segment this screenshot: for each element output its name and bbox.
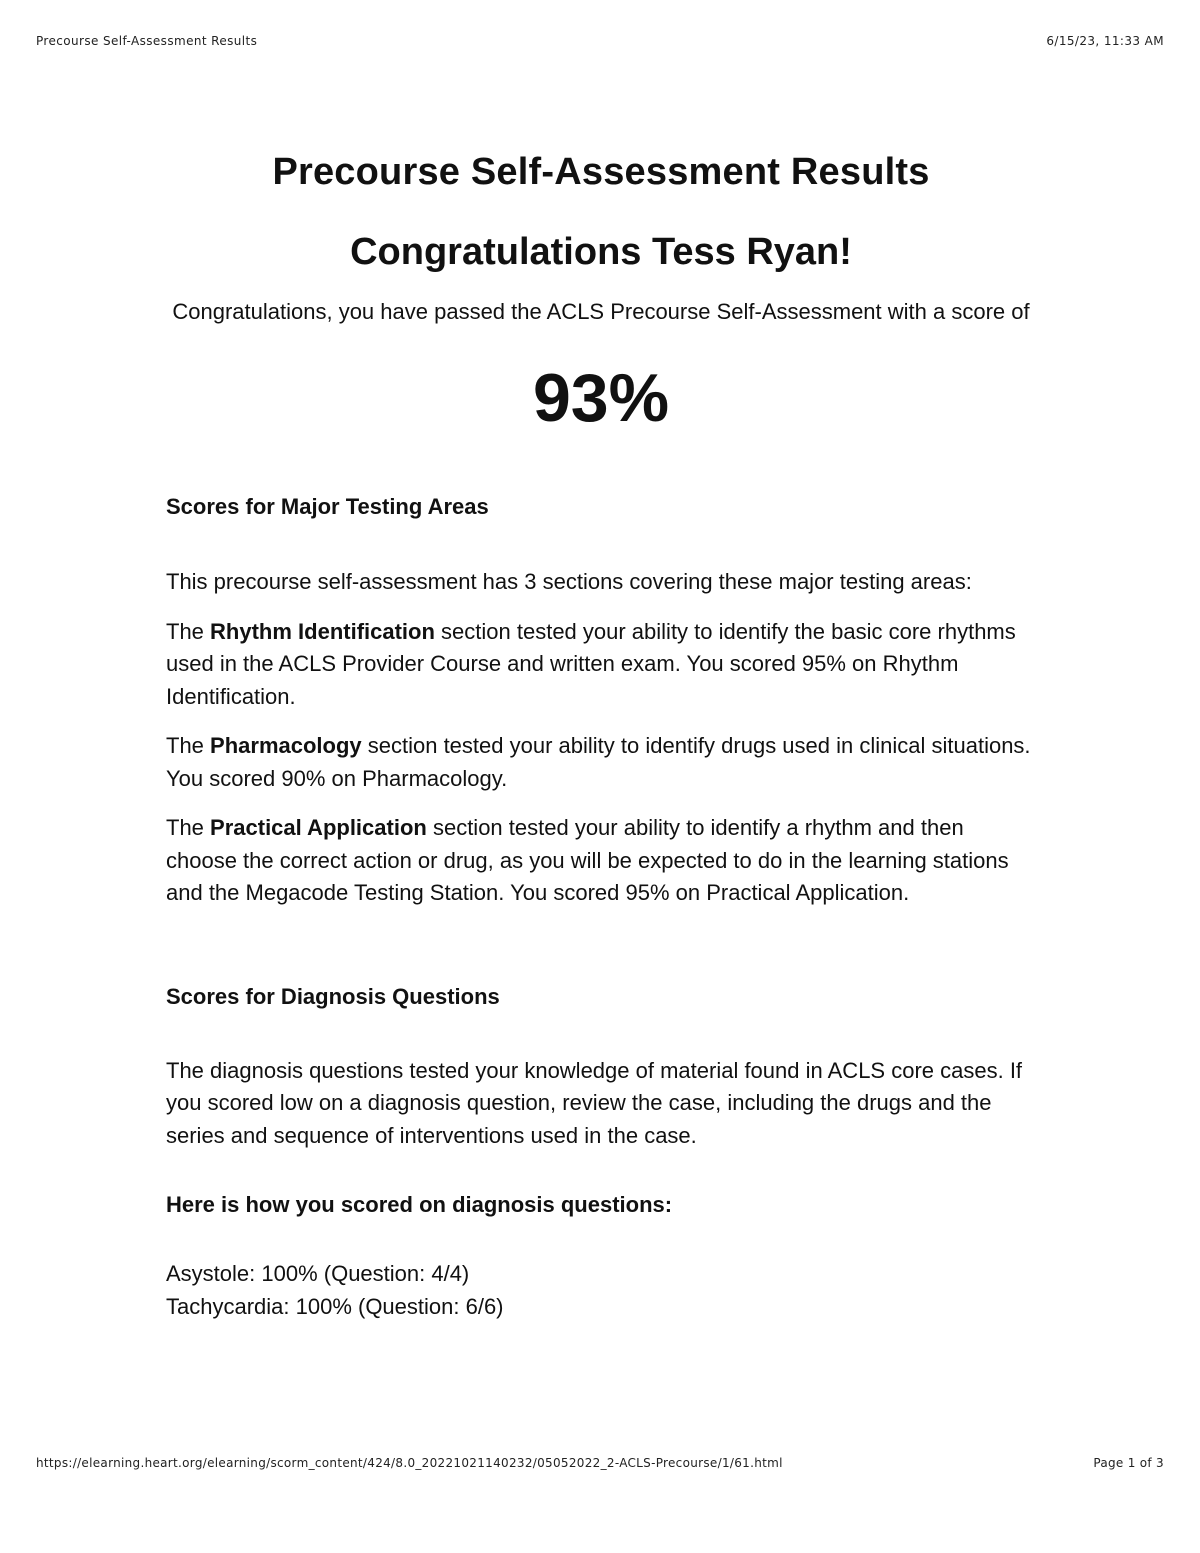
print-footer-url: https://elearning.heart.org/elearning/scorm_content/424/8.0_20221021140232/05052022_2-ACLS-Precourse/1/61.html [36, 1456, 783, 1470]
diagnosis-scored-heading: Here is how you scored on diagnosis questions: [166, 1192, 673, 1217]
diagnosis-heading: Scores for Diagnosis Questions [166, 983, 500, 1009]
section-text: section tested your ability to identify a rhythm and then choose the correct action or drug, as you will be expected to do in the learning stations and the Megacode Testing Station. You scored 95% on Practical Application. [166, 815, 1009, 905]
section-name: Rhythm Identification [210, 618, 435, 644]
section-prefix: The [166, 618, 211, 644]
print-header [36, 34, 1164, 52]
section-prefix: The [166, 815, 211, 840]
print-footer-page-number: Page 1 of 3 [1093, 1456, 1164, 1470]
pass-intro-text: Congratulations, you have passed the ACLS Precourse Self-Assessment with a score of [172, 299, 1030, 324]
list-item: Tachycardia: 100% (Question: 6/6) [166, 1293, 504, 1319]
section-pharmacology [166, 730, 1036, 795]
section-practical-application [166, 812, 1036, 910]
results-content [166, 140, 1036, 1323]
major-areas-heading: Scores for Major Testing Areas [166, 494, 489, 519]
section-text: section tested your ability to identify the basic core rhythms used in the ACLS Provider Course and written exam. You scored 95% on Rhythm Identification. [166, 618, 1016, 709]
section-prefix: The [166, 733, 211, 758]
section-rhythm-identification [166, 616, 1036, 714]
diagnosis-score-list [166, 1258, 1036, 1323]
section-name: Practical Application [210, 815, 427, 840]
page-title: Precourse Self-Assessment Results [272, 151, 930, 193]
diagnosis-description: The diagnosis questions tested your knowledge of material found in ACLS core cases. If you scored low on a diagnosis question, review the case, including the drugs and the series and sequence of interventions used in the case. [166, 1057, 1023, 1148]
section-text: section tested your ability to identify drugs used in clinical situations. You scored 90% on Pharmacology. [166, 733, 1031, 791]
congratulations-heading: Congratulations Tess Ryan! [350, 231, 852, 273]
overall-score: 93% [532, 360, 670, 436]
major-testing-areas [166, 492, 1036, 910]
major-areas-overview: This precourse self-assessment has 3 sections covering these major testing areas: [166, 569, 972, 594]
list-item: Asystole: 100% (Question: 4/4) [166, 1261, 470, 1286]
section-name: Pharmacology [210, 733, 362, 758]
print-footer [36, 1456, 1164, 1474]
print-header-datetime: 6/15/23, 11:33 AM [1046, 34, 1164, 48]
diagnosis-questions [166, 982, 1036, 1324]
print-header-title: Precourse Self-Assessment Results [36, 34, 258, 48]
